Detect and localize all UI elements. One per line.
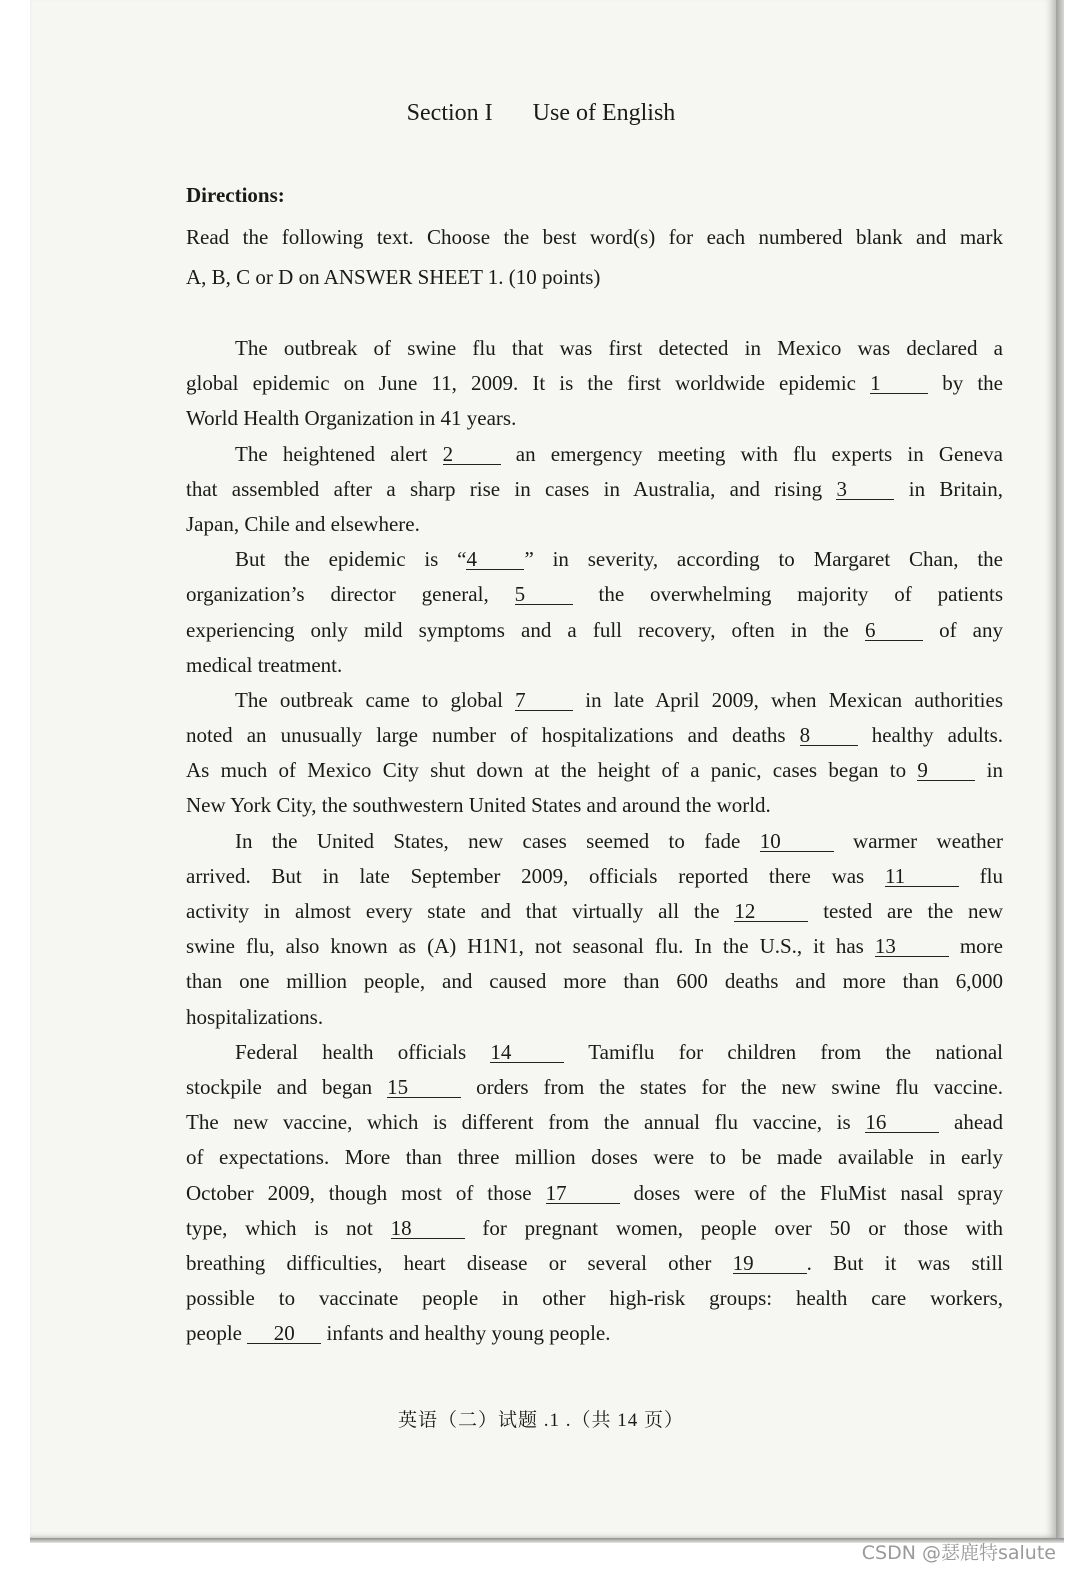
passage-line bbox=[186, 650, 1003, 685]
passage-text: an emergency meeting with flu experts in Geneva bbox=[500, 441, 1003, 466]
passage-text: World Health Organization in 41 years. bbox=[186, 406, 517, 431]
passage-text: by the bbox=[928, 371, 1003, 396]
passage-line bbox=[186, 1213, 1003, 1248]
passage-text: ” in severity, according to Margaret Chan, the bbox=[524, 547, 1003, 572]
numbered-blank: 20 bbox=[247, 1323, 321, 1344]
passage-text: type, which is not bbox=[186, 1215, 391, 1240]
cloze-passage bbox=[186, 333, 1003, 1353]
passage-line bbox=[186, 474, 1003, 509]
passage-line bbox=[186, 439, 1003, 474]
section-title bbox=[0, 100, 1082, 127]
passage-text: orders from the states for the new swine flu vaccine. bbox=[461, 1074, 1003, 1099]
passage-line bbox=[186, 368, 1003, 403]
numbered-blank: 16 bbox=[865, 1112, 939, 1133]
numbered-blank: 19 bbox=[733, 1253, 807, 1274]
passage-line bbox=[186, 1178, 1003, 1213]
passage-text: Tamiflu for children from the national bbox=[564, 1039, 1003, 1064]
passage-text: The new vaccine, which is different from the annual flu vaccine, is bbox=[186, 1110, 866, 1135]
passage-line bbox=[186, 1248, 1003, 1283]
csdn-watermark: CSDN @瑟鹿特salute bbox=[861, 1542, 1056, 1564]
numbered-blank: 8 bbox=[800, 725, 858, 746]
passage-text: global epidemic on June 11, 2009. It is the first worldwide epidemic bbox=[186, 371, 871, 396]
numbered-blank: 5 bbox=[515, 584, 573, 605]
section-number: Section I bbox=[406, 100, 493, 126]
numbered-blank: 18 bbox=[391, 1218, 465, 1239]
page-footer: 英语（二）试题 .1 .（共 14 页） bbox=[397, 1410, 684, 1431]
passage-line bbox=[186, 403, 1003, 438]
passage-text: tested are the new bbox=[808, 899, 1003, 923]
passage-text: that assembled after a sharp rise in cases in Australia, and rising bbox=[186, 476, 837, 501]
passage-line bbox=[186, 1283, 1003, 1318]
passage-line bbox=[186, 1318, 1003, 1353]
passage-text: October 2009, though most of those bbox=[186, 1180, 546, 1205]
passage-text: Federal health officials bbox=[235, 1039, 491, 1064]
passage-line bbox=[186, 615, 1003, 650]
numbered-blank: 4 bbox=[466, 549, 524, 570]
passage-text: arrived. But in late September 2009, officials reported there was bbox=[186, 863, 885, 888]
passage-line bbox=[186, 333, 1003, 368]
numbered-blank: 11 bbox=[885, 866, 959, 887]
numbered-blank: 1 bbox=[870, 373, 928, 394]
numbered-blank: 12 bbox=[734, 901, 808, 922]
passage-line bbox=[186, 720, 1003, 755]
section-name: Use of English bbox=[532, 100, 676, 126]
passage-line bbox=[186, 861, 1003, 896]
passage-text: more bbox=[948, 934, 1003, 959]
passage-line bbox=[186, 1072, 1003, 1107]
passage-line bbox=[186, 896, 1003, 931]
passage-text: Japan, Chile and elsewhere. bbox=[186, 511, 420, 536]
numbered-blank: 6 bbox=[865, 620, 923, 641]
passage-line bbox=[186, 755, 1003, 790]
numbered-blank: 3 bbox=[836, 479, 894, 500]
passage-line bbox=[186, 579, 1003, 614]
numbered-blank: 15 bbox=[387, 1077, 461, 1098]
passage-text: doses were of the FluMist nasal spray bbox=[619, 1180, 1003, 1205]
numbered-blank: 13 bbox=[875, 936, 949, 957]
page-edge-shadow bbox=[1056, 0, 1064, 1542]
directions-heading: Directions: bbox=[186, 183, 285, 207]
passage-text: In the United States, new cases seemed to fade bbox=[235, 828, 760, 853]
passage-text: for pregnant women, people over 50 or those with bbox=[464, 1215, 1003, 1240]
passage-text: flu bbox=[958, 863, 1003, 888]
passage-text: in late April 2009, when Mexican authorities bbox=[573, 687, 1003, 712]
numbered-blank: 17 bbox=[546, 1183, 620, 1204]
passage-line bbox=[186, 1142, 1003, 1177]
passage-text: The heightened alert bbox=[235, 441, 443, 466]
passage-text: . But it was still bbox=[806, 1250, 1003, 1275]
passage-text: people bbox=[186, 1321, 248, 1346]
passage-text: noted an unusually large number of hospitalizations and deaths bbox=[186, 723, 800, 748]
passage-text: infants and healthy young people. bbox=[321, 1321, 611, 1346]
passage-line bbox=[186, 1037, 1003, 1072]
directions-line: A, B, C or D on ANSWER SHEET 1. (10 points) bbox=[186, 265, 601, 289]
passage-text: activity in almost every state and that virtually all the bbox=[186, 899, 735, 923]
passage-text: in bbox=[975, 758, 1003, 783]
passage-text: warmer weather bbox=[833, 828, 1003, 853]
passage-text: stockpile and began bbox=[186, 1074, 388, 1099]
passage-text: breathing difficulties, heart disease or several other bbox=[186, 1250, 733, 1275]
numbered-blank: 14 bbox=[490, 1042, 564, 1063]
numbered-blank: 2 bbox=[443, 444, 501, 465]
passage-text: the overwhelming majority of patients bbox=[572, 582, 1003, 607]
passage-line bbox=[186, 966, 1003, 1001]
numbered-blank: 7 bbox=[515, 690, 573, 711]
passage-text: possible to vaccinate people in other high-risk groups: health care workers, bbox=[186, 1286, 1003, 1311]
passage-line bbox=[186, 1002, 1003, 1037]
passage-line bbox=[186, 509, 1003, 544]
passage-text: As much of Mexico City shut down at the height of a panic, cases began to bbox=[186, 758, 918, 783]
passage-text: hospitalizations. bbox=[186, 1004, 324, 1029]
passage-text: of any bbox=[922, 617, 1003, 642]
passage-text: healthy adults. bbox=[857, 723, 1003, 748]
passage-line bbox=[186, 1107, 1003, 1142]
passage-text: The outbreak came to global bbox=[235, 687, 516, 712]
passage-text: experiencing only mild symptoms and a full recovery, often in the bbox=[186, 617, 865, 642]
directions-line: Read the following text. Choose the best word(s) for each numbered blank and mark bbox=[186, 225, 1003, 249]
passage-text: swine flu, also known as (A) H1N1, not seasonal flu. In the U.S., it has bbox=[186, 934, 875, 959]
passage-line bbox=[186, 931, 1003, 966]
passage-text: ahead bbox=[939, 1110, 1003, 1135]
passage-text: in Britain, bbox=[894, 476, 1003, 501]
passage-line bbox=[186, 685, 1003, 720]
numbered-blank: 9 bbox=[917, 760, 975, 781]
passage-line bbox=[186, 826, 1003, 861]
passage-line bbox=[186, 544, 1003, 579]
passage-text: New York City, the southwestern United States and around the world. bbox=[186, 793, 771, 818]
passage-line bbox=[186, 790, 1003, 825]
numbered-blank: 10 bbox=[760, 831, 834, 852]
passage-text: medical treatment. bbox=[186, 652, 343, 677]
passage-text: of expectations. More than three million doses were to be made available in early bbox=[186, 1145, 1003, 1170]
passage-text: But the epidemic is “ bbox=[235, 547, 467, 572]
passage-text: than one million people, and caused more than 600 deaths and more than 6,000 bbox=[186, 969, 1003, 994]
passage-text: organization’s director general, bbox=[186, 582, 515, 607]
passage-text: The outbreak of swine flu that was first detected in Mexico was declared a bbox=[235, 336, 1003, 360]
